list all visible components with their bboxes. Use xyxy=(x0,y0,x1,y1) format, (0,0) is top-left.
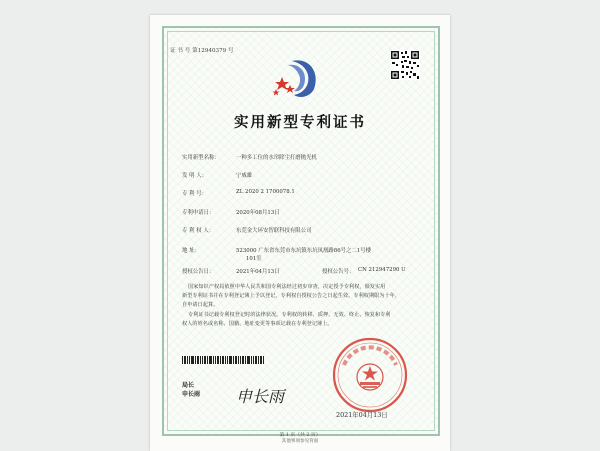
body-paragraph-line: 权人的姓名或名称、国籍、地址变更等事项记载在专利登记簿上。 xyxy=(182,321,333,327)
qr-code-icon xyxy=(390,50,420,80)
field-label-patentee: 专 利 权 人： xyxy=(182,228,215,234)
body-paragraph-line: 新型专利证书并在专利登记簿上予以登记。专利权自授权公告之日起生效。专利权期限为十年， xyxy=(182,293,401,299)
field-label-application-date: 专利申请日： xyxy=(182,210,215,216)
field-label-grant-date: 授权公告日： xyxy=(182,269,215,275)
certificate-title: 实用新型专利证书 xyxy=(234,114,366,131)
director-signature: 申长雨 xyxy=(236,387,285,406)
field-value-grant-number: CN 212947290 U xyxy=(358,267,406,273)
cnipa-emblem-icon xyxy=(270,55,326,101)
field-value-patent-number: ZL 2020 2 1700078.1 xyxy=(236,189,295,195)
field-value-utility-name: 一种多工位的水帘除尘打磨抛光机 xyxy=(236,155,317,161)
field-label-patent-number: 专 利 号： xyxy=(182,191,207,197)
field-label-address: 地 址： xyxy=(182,248,200,254)
field-value-inventor: 宁威雄 xyxy=(236,173,253,179)
body-paragraph-line: 自申请日起算。 xyxy=(182,302,219,308)
seal-date: 2021年04月13日 xyxy=(336,411,388,419)
barcode-icon xyxy=(182,356,264,364)
certificate-number: 证 书 号 第12940379 号 xyxy=(170,48,234,54)
field-value-patentee: 东莞金大环安智联科技有限公司 xyxy=(236,228,312,234)
field-label-inventor: 发 明 人： xyxy=(182,173,207,179)
director-title: 局长 xyxy=(182,382,195,389)
director-name-label: 申长雨 xyxy=(182,391,201,398)
footer-note: 其他事项参见背面 xyxy=(281,439,319,444)
official-seal-icon xyxy=(330,335,410,415)
field-label-grant-number: 授权公告号： xyxy=(322,269,355,275)
body-paragraph-line: 专利证书记载专利权登记时的法律状况。专利权的转移、质押、无效、终止、恢复和专利 xyxy=(188,312,391,318)
certificate-paper xyxy=(150,15,450,451)
field-value-application-date: 2020年08月13日 xyxy=(236,210,280,216)
field-label-utility-name: 实用新型名称： xyxy=(182,155,220,161)
field-value-address: 523000 广东省东莞市东坑镇东坑凤凰路86号之二1号楼 xyxy=(236,248,372,254)
body-paragraph-line: 国家知识产权局依照中华人民共和国专利法经过初步审查，决定授予专利权，颁发实用 xyxy=(188,284,386,290)
field-value-grant-date: 2021年04月13日 xyxy=(236,269,280,275)
field-value-address-line2: 101室 xyxy=(246,256,262,262)
page-number: 第 1 页（共 2 页） xyxy=(279,433,321,438)
